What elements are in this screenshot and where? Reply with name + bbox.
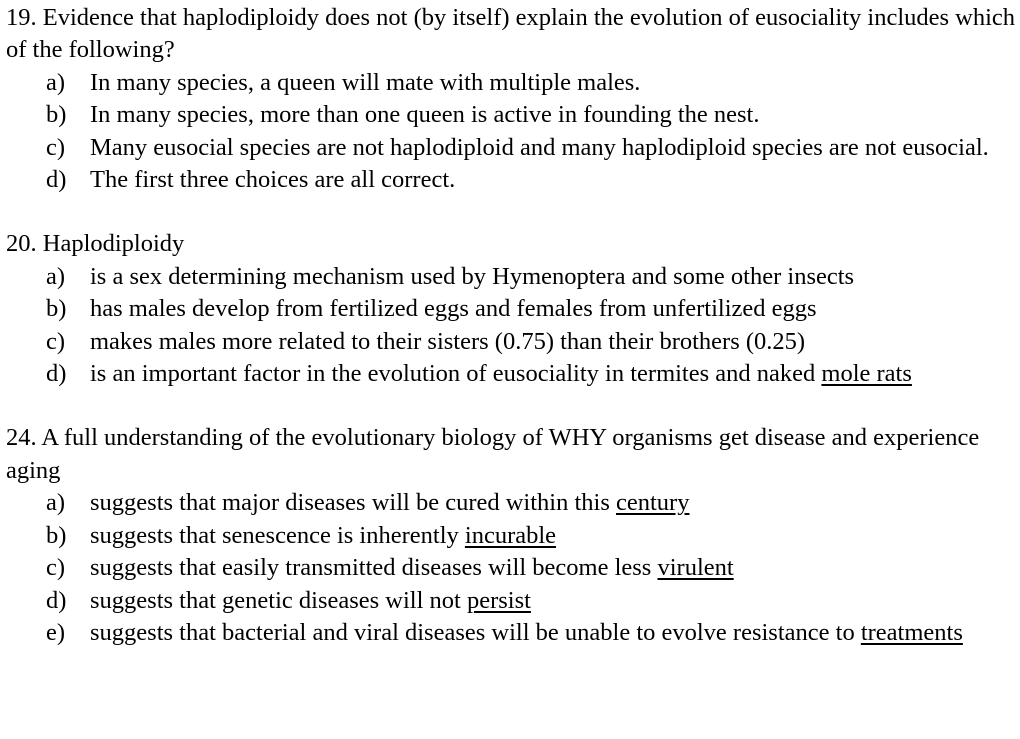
choice-letter: a) <box>46 68 66 96</box>
choice-underlined-text: incurable <box>464 521 557 549</box>
choice-letter: c) <box>46 554 66 582</box>
choice-list <box>6 261 1020 391</box>
choice-text: In many species, a queen will mate with multiple males. <box>90 68 641 96</box>
choice-letter: b) <box>46 295 67 323</box>
choice-letter: b) <box>46 101 67 129</box>
choice-letter: a) <box>46 262 66 290</box>
choice-underlined-text: century <box>615 489 690 517</box>
choice-text: makes males more related to their sisters (0.75) than their brothers (0.25) <box>90 327 806 355</box>
choice-letter: d) <box>46 166 67 194</box>
choice-list <box>6 487 1020 649</box>
choice-text: In many species, more than one queen is active in founding the nest. <box>90 101 760 129</box>
choice-text: has males develop from fertilized eggs and females from unfertilized eggs <box>90 295 817 323</box>
question-stem: 19. Evidence that haplodiploidy does not (by itself) explain the evolution of eusociality includes which of the following? <box>6 4 1016 64</box>
choice-underlined-text: mole rats <box>821 360 912 388</box>
choice-text: suggests that senescence is inherently <box>90 521 459 549</box>
choice-text: suggests that easily transmitted diseases will become less <box>90 554 652 582</box>
choice-text: suggests that genetic diseases will not <box>90 586 461 614</box>
choice-item <box>6 358 1020 390</box>
choice-underlined-text: persist <box>466 586 531 614</box>
choice-letter: a) <box>46 489 66 517</box>
choice-item <box>6 261 1020 293</box>
choice-letter: b) <box>46 521 67 549</box>
choice-underlined-text: treatments <box>860 618 963 646</box>
choice-letter: c) <box>46 327 66 355</box>
choice-letter: d) <box>46 586 67 614</box>
choice-item <box>6 617 1020 649</box>
choice-item <box>6 487 1020 519</box>
question-20 <box>6 228 1020 390</box>
choice-underlined-text: virulent <box>657 554 734 582</box>
choice-letter: d) <box>46 360 67 388</box>
choice-item <box>6 132 1020 164</box>
question-stem: 24. A full understanding of the evolutionary biology of WHY organisms get disease and experience aging <box>6 424 980 484</box>
choice-text: Many eusocial species are not haplodiploid and many haplodiploid species are not eusocial. <box>90 133 989 161</box>
choice-text: The first three choices are all correct. <box>90 166 456 194</box>
choice-text: is a sex determining mechanism used by Hymenoptera and some other insects <box>90 262 855 290</box>
question-24 <box>6 422 1020 649</box>
choice-item <box>6 552 1020 584</box>
question-stem: 20. Haplodiploidy <box>6 230 185 258</box>
choice-text: suggests that bacterial and viral diseases will be unable to evolve resistance to <box>90 618 855 646</box>
choice-text: is an important factor in the evolution of eusociality in termites and naked <box>90 360 816 388</box>
choice-item <box>6 326 1020 358</box>
choice-list <box>6 67 1020 197</box>
choice-text: suggests that major diseases will be cured within this <box>90 489 610 517</box>
choice-item <box>6 293 1020 325</box>
choice-letter: e) <box>46 618 66 646</box>
choice-item <box>6 67 1020 99</box>
choice-item <box>6 164 1020 196</box>
choice-item <box>6 585 1020 617</box>
choice-item <box>6 99 1020 131</box>
choice-item <box>6 520 1020 552</box>
question-19 <box>6 2 1020 196</box>
choice-letter: c) <box>46 133 66 161</box>
